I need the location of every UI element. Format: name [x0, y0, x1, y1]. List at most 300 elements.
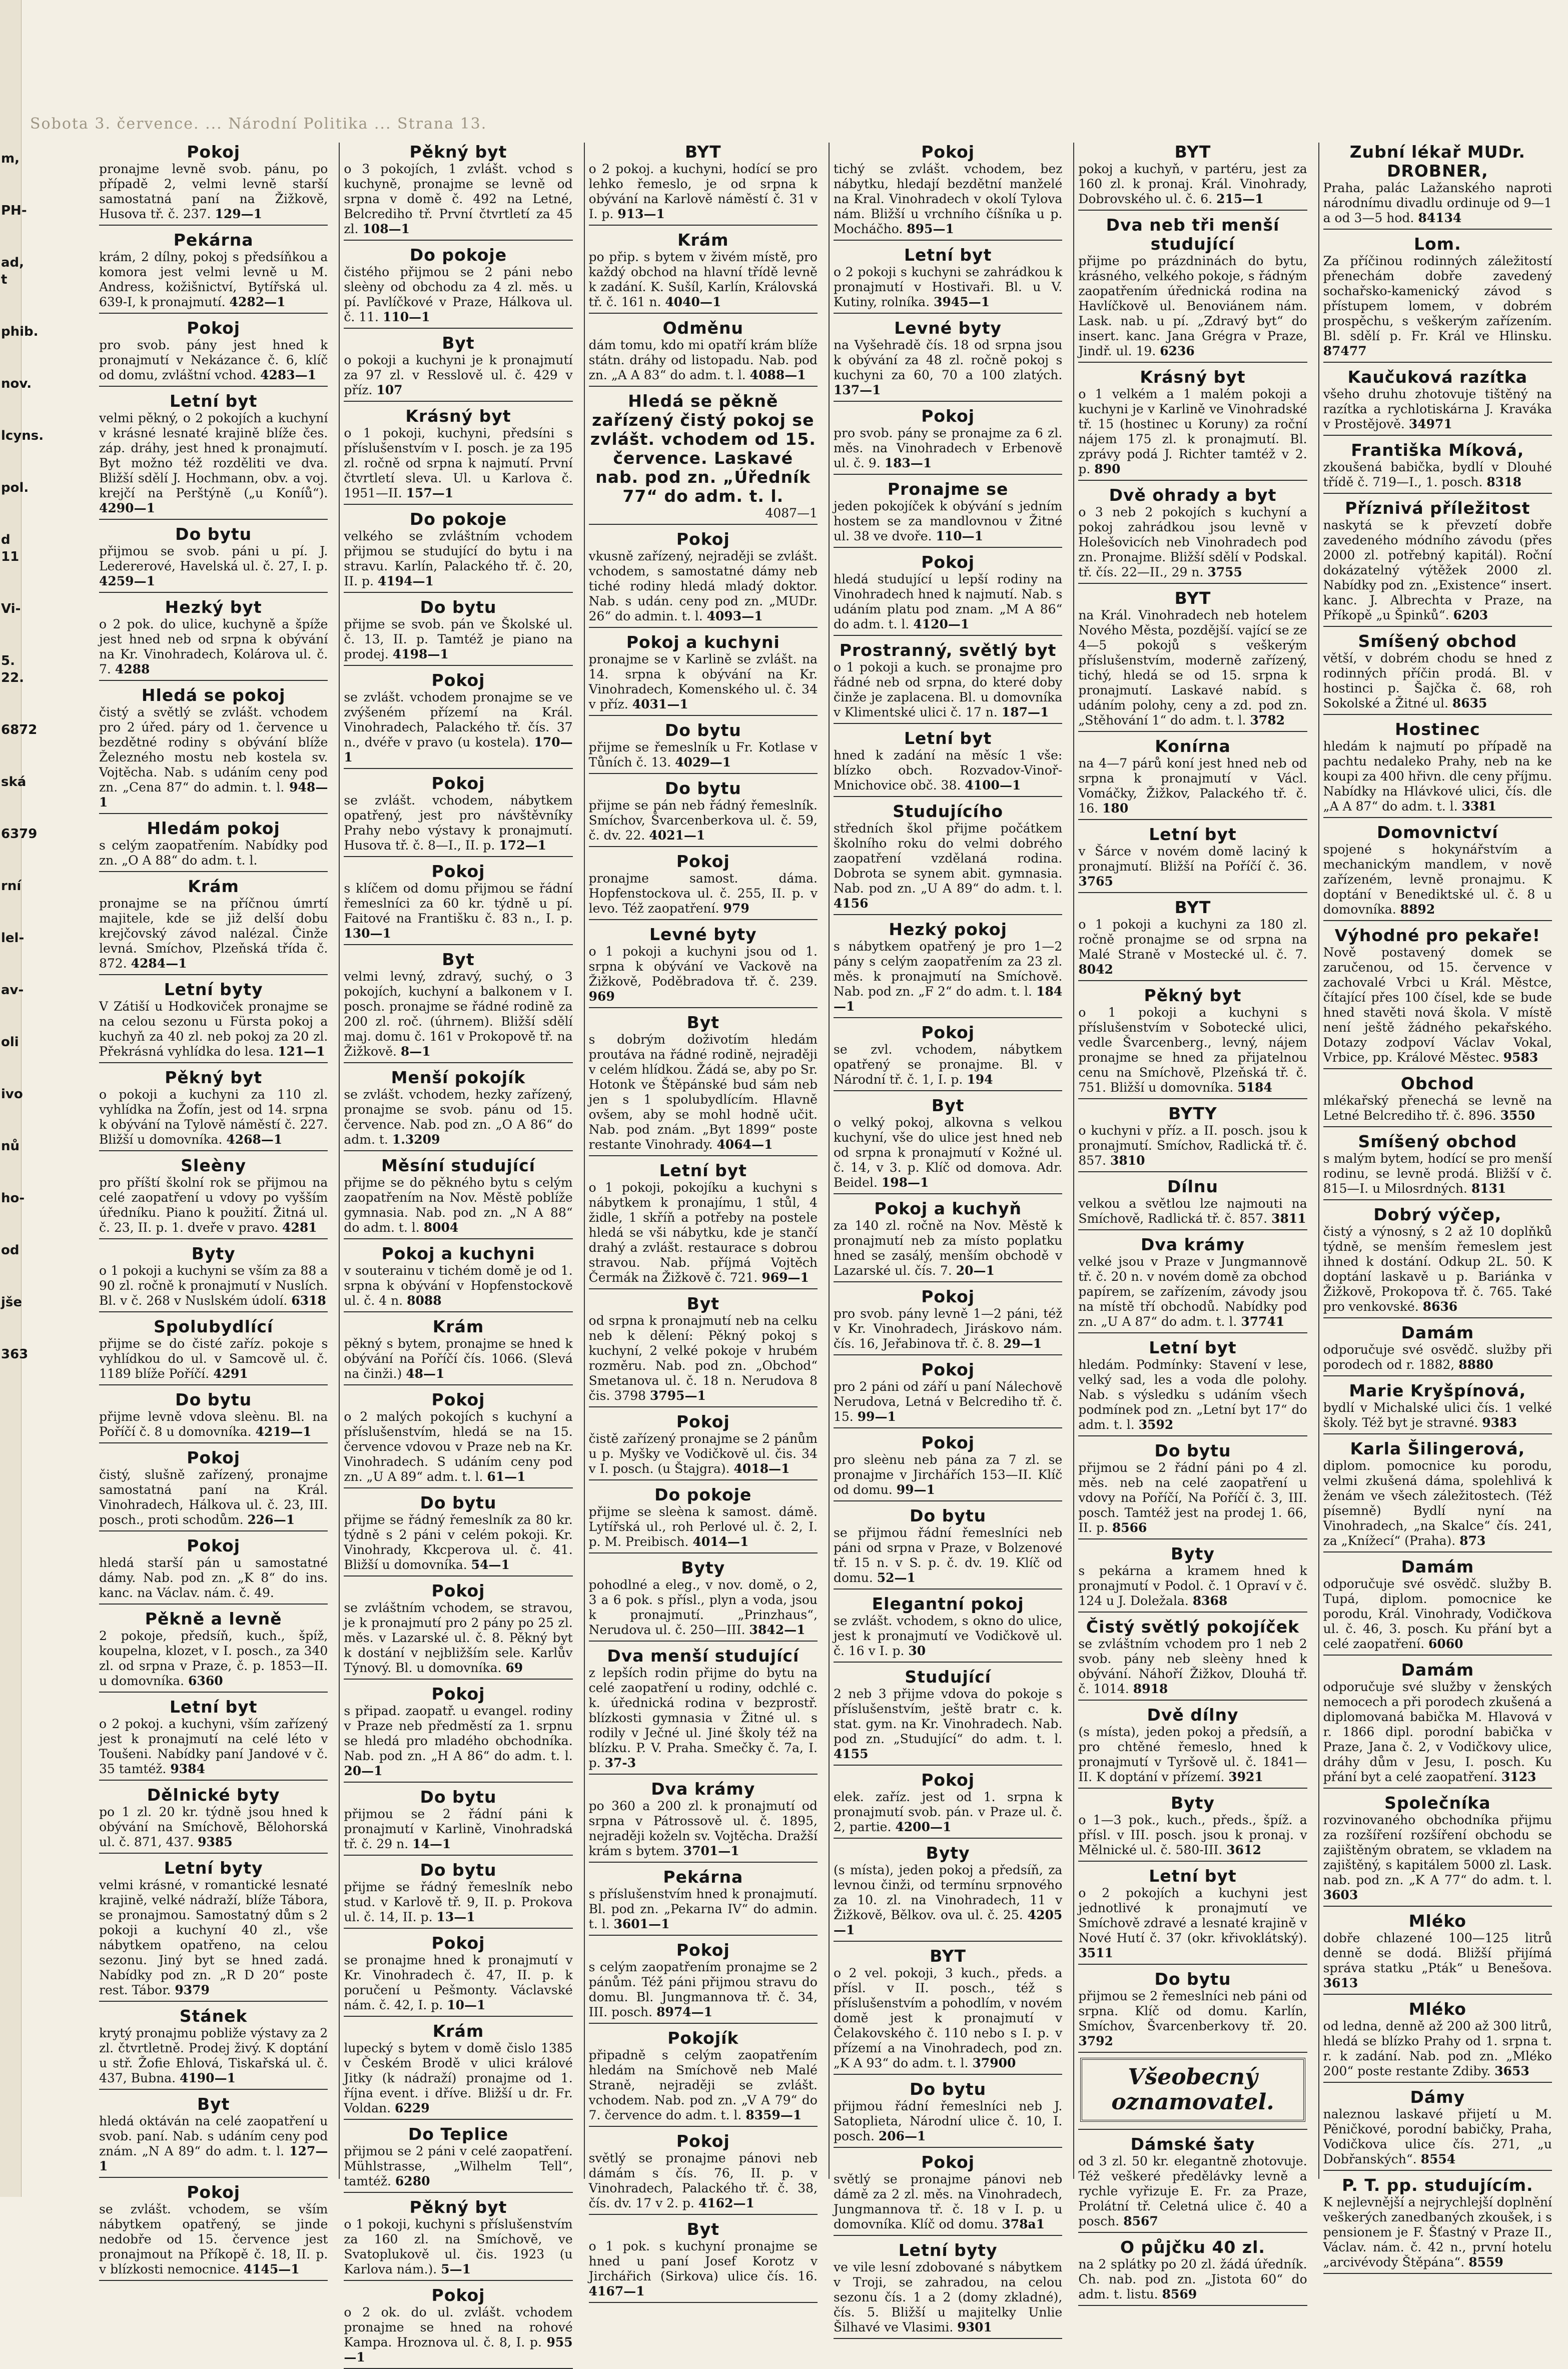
ad-reference-number: 6318: [291, 1293, 326, 1308]
ad-reference-number: 129—1: [215, 207, 263, 221]
ad-title: Letní byt: [169, 1697, 258, 1717]
classified-ad: [1323, 1557, 1552, 1656]
ad-body: [834, 1218, 1062, 1278]
ad-text: pohodlné a eleg., v nov. domě, o 2, 3 a 6 pok. s přísl., plyn a voda, jsou k pronajmutí. „Prinzhaus“, Nerudova ul. č. 250—III.: [588, 1577, 818, 1637]
ad-text: čistý a výnosný, s 2 až 10 doplňků týdně, se menším řemeslem jest ihned k dostání. Odkup 2L. 50. K doptání laskavě u p. Bariánka v Žižkově, Prokopova tř. č. 765. Také pro venkovské.: [1323, 1224, 1552, 1314]
ad-reference-number: 99—1: [857, 1409, 896, 1424]
ad-body: [1078, 505, 1307, 580]
ad-reference-number: 8088: [407, 1293, 442, 1308]
ad-text: dám tomu, kdo mi opatří krám blíže státn. dráhy od listopadu. Nab. pod zn. „A A 83“ do adm. t. l.: [588, 338, 818, 382]
ad-text: (s místa), jeden pokoj a předsíň, za levnou činži, od termínu srpnového za 10. zl. na Vinohradech, 11 v Žižkově, Bělkov. ova ul. č. 25.: [833, 1863, 1063, 1922]
ad-reference-number: 107: [376, 383, 403, 397]
ad-reference-number: 6280: [395, 2174, 430, 2188]
ad-reference-number: 198—1: [881, 1175, 929, 1190]
edge-fragment: d 11: [1, 532, 20, 564]
ad-text: o 2 malých pokojích s kuchyní a příslušenstvím, hledá se na 15. července vdovou v Praze neb na Kr. Vinohradech. S udáním ceny pod zn. „U A 89“ adm. t. l.: [344, 1409, 573, 1484]
ad-body: [99, 1629, 328, 1689]
ad-body: [1323, 739, 1552, 814]
ad-body: [1323, 1342, 1552, 1372]
ad-body: [99, 2202, 328, 2277]
ad-title: Hezký pokoj: [889, 920, 1007, 939]
ad-text: pronajme samost. dáma. Hopfenstockova ul. č. 255, II. p. v levo. Též zaopatření.: [588, 871, 818, 916]
classified-ad: [1078, 1441, 1307, 1539]
ad-text: s dobrým doživotím hledám proutáva na řádné rodině, nejraději v celém hlídkou. Žádá se, aby po Sr. Hotonk ve Štěpánské bud sám neb jen s 1 spolubydlícím. Hlavně ovšem, aby se mohl hodně učit. Nab. pod znám. „Byt 1899“ poste restante Vinohrady.: [588, 1032, 818, 1152]
ad-text: o 1 pokoji a kuchyni se vším za 88 a 90 zl. ročně k pronajmutí v Nuslích. Bl. v č. 268 v Nuslském údolí.: [99, 1263, 328, 1308]
classified-ad: [834, 480, 1062, 548]
ad-text: na Král. Vinohradech neb hotelem Nového Města, pozdější. vající se ze 4—5 pokojů s veškerým příslušenstvím, moderně zařízený, tichý, hledá se od 15. srpna k pronajmutí. Laskavé nabíd. s udáním polohy, ceny a zd. pod zn. „Stěhování 1“ do adm. t. l.: [1078, 608, 1307, 727]
ad-title: BYT: [1174, 898, 1211, 917]
classified-ad: [1078, 1104, 1307, 1172]
ad-title: Hostinec: [1395, 719, 1480, 739]
classified-ad: [834, 2080, 1062, 2148]
ad-body: [834, 265, 1062, 310]
classified-ad: [1323, 1074, 1552, 1127]
ad-text: diplom. pomocnice ku porodu, velmi zkušená dáma, spolehlivá k ženám ve všech záležitostech. (Též písemně) Bydlí nyní na Vinohradech, „na Skalce“ čís. 241, za „Knížecí“ (Praha).: [1323, 1458, 1552, 1548]
ad-title: Pokoj: [921, 1287, 975, 1306]
classified-ad: [1323, 1205, 1552, 1318]
ad-reference-number: 969—1: [761, 1270, 809, 1285]
edge-fragment: 6872: [1, 722, 38, 737]
ad-text: o 1 pokoji a kuchyni s příslušenstvím v Sobotecké ulici, vedle Švarcenberg., levný, nájem pronajme se hned za přijatelnou cenu na Smíchově, Plzeňská tř. č. 751. Bližší u domovníka.: [1078, 1005, 1307, 1095]
ad-reference-number: 969: [588, 989, 615, 1004]
ad-title: Společníka: [1384, 1793, 1491, 1813]
ad-title: Příznivá příležitost: [1345, 498, 1530, 518]
ad-body: [1078, 1989, 1307, 2049]
ad-text: světlý se pronajme pánovi neb dámě za 2 zl. měs. na Vinohradech, Jungmannova tř. č. 18 v I. p. u domovníka. Klíč od domu.: [833, 2172, 1063, 2231]
ad-text: s nábytkem opatřený je pro 1—2 pány s celým zaopatřením za 23 zl. měs. k pronajmutí na Smíchově. Nab. pod zn. „F 2“ do adm. t. l.: [833, 939, 1063, 999]
ad-text: o 1 pokoji a kuchyni jsou od 1. srpna k obývání ve Vackově na Žižkově, Poděbradova tř. č. 239.: [588, 944, 818, 989]
ad-title: Dva menší studující: [607, 1646, 800, 1666]
classified-ad: [834, 729, 1062, 797]
ad-title: Do bytu: [1154, 1441, 1231, 1460]
classified-ad: [1323, 1439, 1552, 1552]
ad-text: se zvl. vchodem, nábytkem opatřený se pronajme. Bl. v Národní tř. č. 1, I. p.: [833, 1042, 1063, 1087]
ad-body: [834, 1614, 1062, 1659]
classified-ad: [344, 510, 572, 593]
ad-title: Pokoj: [431, 1684, 485, 1704]
ad-reference-number: 8004: [423, 1220, 459, 1235]
edge-fragment: PH-: [1, 203, 27, 218]
classified-ad: [589, 2220, 818, 2303]
classified-ad: [589, 2029, 818, 2127]
ad-title: BYT: [930, 1946, 967, 1966]
ad-text: se zvlášt. vchodem, s okno do ulice, jest k pronajmutí ve Vodičkově ul. č. 16 v I. p.: [833, 1614, 1063, 1658]
ad-body: [1078, 2154, 1307, 2229]
ad-text: s pekárna a kramem hned k pronajmutí v Podol. č. 1 Opraví v č. 124 u J. Doležala.: [1078, 1563, 1307, 1608]
ad-reference-number: 4282—1: [229, 295, 286, 309]
ad-title: Letní byt: [1149, 825, 1237, 844]
classified-ad: [1078, 1794, 1307, 1862]
ad-title: Letní byt: [169, 391, 258, 411]
ad-text: o 2 pokoj. a kuchyni, vším zařízený jest k pronajmutí na celé léto v Toušeni. Nabídky paní Jandové v č. 35 tamtéž.: [99, 1717, 328, 1776]
ad-title: Letní byty: [898, 2240, 998, 2260]
ad-reference-number: 127—1: [99, 2144, 328, 2173]
ad-body: [1078, 1637, 1307, 1697]
ad-text: odporučuje své služby v ženských nemocech a při porodech zkušená a diplomovaná babička M. Hlavová v r. 1866 dipl. porodní babička v Praze, Jana č. 2, v Vodičkovy ulice, dráhy dům v Jesu, I. posch. Ku přání byt a celé zaopatření.: [1323, 1680, 1552, 1784]
ad-body: [1323, 1224, 1552, 1314]
classified-ad: [589, 1558, 818, 1642]
ad-reference-number: 4014—1: [692, 1534, 749, 1549]
ad-title: Pěkný byt: [409, 142, 507, 162]
classified-ad: [99, 319, 328, 387]
classified-ad: [834, 1771, 1062, 1839]
ad-text: o 2 pokoji s kuchyni se zahrádkou k pronajmutí v Hostivaři. Bl. u V. Kutiny, rolníka.: [833, 265, 1063, 309]
ad-title: Výhodné pro pekaře!: [1334, 926, 1540, 945]
ad-title: Pokoj: [921, 552, 975, 572]
ad-reference-number: 8635: [1452, 696, 1487, 710]
classified-ad: [344, 1861, 572, 1929]
ad-body: [589, 1180, 818, 1285]
ad-text: rozvinovaného obchodníka přijmu za rozšíření rozšíření obchodu se zajištěným obratem, se vkladem na zajištěný, s kapitálem 5000 zl. Lask. nab. pod zn. „K A 77“ do adm. t. l.: [1323, 1813, 1552, 1887]
ad-reference-number: 6060: [1428, 1637, 1463, 1651]
ad-reference-number: 8554: [1420, 2152, 1456, 2166]
ad-title: Sleèny: [181, 1156, 247, 1175]
column-5: [1073, 142, 1311, 2301]
classified-ad: [834, 802, 1062, 915]
ad-title: Dva krámy: [1140, 1235, 1245, 1254]
ad-body: [589, 338, 818, 383]
classified-ad: [589, 1780, 818, 1863]
ad-body: [834, 748, 1062, 793]
classified-ad: [1078, 486, 1307, 584]
ad-text: přijmou se 2 řádní páni po 4 zl. měs. neb na celé zaopatření u vdovy na Poříčí, Na Poříčí č. 3, III. posch. Tamtéž jest na prodej 1. 66, II. p.: [1078, 1460, 1307, 1535]
ad-title: Pokoj: [676, 1412, 730, 1431]
ad-reference-number: 3613: [1323, 1976, 1358, 1990]
ad-text: mlékařský přenechá se levně na Letné Belcrediho tř. č. 896.: [1323, 1093, 1552, 1123]
ad-title: Pekárna: [173, 230, 254, 250]
ad-title: Pokoj: [921, 1433, 975, 1452]
ad-body: [344, 529, 572, 589]
ad-reference-number: 4198—1: [392, 647, 449, 661]
ad-title: Pokoj: [921, 1360, 975, 1379]
ad-text: o 2 vel. pokoji, 3 kuch., předs. a přísl. v II. posch., též s příslušenstvím a pohodlím, v novém domě jest k pronajmutí v Čelakovského č. 110 nebo s I. p. v přízemí a na Vinohradech, pod zn. „K A 93“ do adm. t. l.: [833, 1966, 1063, 2070]
ad-body: [344, 1953, 572, 2013]
ad-body: [1078, 387, 1307, 477]
ad-text: pronajme se na příčnou úmrtí majitele, kde se již delší dobu krejčovský závod nalézal. Činže levná. Smíchov, Plzeňská třída č. 872.: [99, 896, 328, 971]
ad-title: Pokoj: [431, 670, 485, 690]
ad-title: Damám: [1401, 1557, 1474, 1576]
ad-title: Pokoj: [921, 1770, 975, 1790]
classified-ad: [344, 1068, 572, 1151]
classified-ad: [589, 925, 818, 1008]
ad-text: naleznou laskavé přijetí u M. Pěničkové, porodní babičky, Praha, Vodičkova ulice čís. 271, „u Dobřanských“.: [1323, 2107, 1552, 2166]
classified-ad: [1078, 1544, 1307, 1613]
classified-ad: [834, 1947, 1062, 2075]
classified-ad: [834, 1844, 1062, 1942]
classified-ad: [1078, 1618, 1307, 1701]
ad-reference-number: 8359—1: [745, 2108, 802, 2122]
ad-reference-number: 4093—1: [706, 609, 763, 623]
ad-text: krytý pronajmu pobliže výstavy za 2 zl. čtvrtletně. Prodej živý. K doptání u stř. Žofie Ehlová, Tiskařská ul. č. 437, Bubna.: [99, 2026, 328, 2085]
classified-ad: [99, 143, 328, 226]
classified-ad: [344, 2022, 572, 2120]
ad-text: velkého se zvláštním vchodem přijmou se studující do bytu i na stravu. Karlín, Palackého tř. č. 20, II. p.: [344, 529, 573, 588]
edge-fragment: ivo: [1, 1087, 23, 1102]
ad-reference-number: 34971: [1408, 417, 1452, 431]
classified-ad: [589, 231, 818, 314]
ad-text: se pronajme hned k pronajmutí v Kr. Vinohradech č. 47, II. p. k poručení u Pešmonty. Václavské nám. č. 42, I. p.: [344, 1953, 573, 2012]
ad-body: [344, 1087, 572, 1147]
ad-body: [589, 1799, 818, 1859]
ad-text: po 360 a 200 zl. k pronajmutí od srpna v Pátrossově ul. č. 1895, nejraději koželn sv. Vojtěcha. Dražší krám s bytem.: [588, 1799, 818, 1858]
ad-body: [589, 740, 818, 770]
ad-text: K nejlevnější a nejrychlejší doplnění veškerých zanedbaných zkoušek, i s pensionem je F. Šťastný v Praze II., Václav. nám. č. 42 n., první hotelu „arcivévody Štěpána“.: [1323, 2195, 1552, 2269]
edge-fragment: od: [1, 1243, 20, 1258]
ad-title: Pokoj: [187, 2182, 241, 2202]
ad-text: lupecký s bytem v domě čislo 1385 v Českém Brodě v ulici králové Jitky (k nádraží) pronajme od 1. října event. i dříve. Bližší u dr. Fr. Voldan.: [344, 2041, 573, 2115]
classified-ad: [344, 1317, 572, 1385]
ad-reference-number: 187—1: [1001, 705, 1049, 719]
classified-ad: [1323, 235, 1552, 363]
ad-title: Byt: [931, 1096, 965, 1115]
classified-ad: [99, 877, 328, 975]
ad-body: [1078, 1005, 1307, 1095]
ad-title: Dva krámy: [651, 1779, 755, 1799]
ad-text: větší, v dobrém chodu se hned z rodinných příčin prodá. Bl. v hostinci p. Šajčka č. 68, roh Sokolské a Žitné ul.: [1323, 651, 1552, 710]
ad-reference-number: 8318: [1486, 475, 1521, 489]
edge-fragment: 363: [1, 1347, 29, 1362]
ad-reference-number: 52—1: [877, 1570, 916, 1585]
classified-ad: [834, 1287, 1062, 1355]
ad-title: Pokoj: [431, 1390, 485, 1409]
ad-body: [1323, 460, 1552, 490]
ad-reference-number: 3550: [1500, 1108, 1535, 1123]
ad-text: pronajme se v Karlině se zvlášt. na 14. srpna k obývání na Kr. Vinohradech, Komenského ul. č. 34 v příz.: [588, 652, 818, 711]
edge-fragment: rní: [1, 879, 22, 894]
ad-body: [589, 944, 818, 1004]
ad-reference-number: 4064—1: [716, 1137, 773, 1152]
ad-title: Levné byty: [649, 925, 757, 944]
ad-text: v Šárce v novém domě laciný k pronajmutí. Bližší na Poříčí č. 36.: [1078, 844, 1307, 874]
classified-ad: [1078, 1867, 1307, 1965]
ad-body: [834, 499, 1062, 544]
ad-title: Byty: [681, 1558, 725, 1577]
edge-fragment: 6379: [1, 827, 38, 842]
ad-body: [99, 999, 328, 1059]
ad-body: [834, 821, 1062, 911]
classified-ad: [1323, 2000, 1552, 2083]
classified-ad: [1323, 632, 1552, 715]
ad-reference-number: 9383: [1482, 1415, 1517, 1430]
ad-reference-number: 4087—1: [765, 506, 818, 520]
ad-reference-number: 913—1: [617, 207, 665, 221]
ad-title: Byt: [442, 950, 475, 969]
classified-ad: [1323, 499, 1552, 627]
ad-title: Studujícího: [893, 802, 1004, 821]
ad-reference-number: 8880: [1458, 1357, 1493, 1372]
classified-ad: [834, 143, 1062, 241]
ad-text: pěkný s bytem, pronajme se hned k obývání na Poříčí čís. 1066. (Slevá na činži.): [344, 1336, 573, 1381]
ad-body: [1323, 1576, 1552, 1652]
classified-ad: [99, 1536, 328, 1605]
ad-reference-number: 170—1: [344, 735, 573, 764]
classified-ad: [589, 2132, 818, 2215]
ad-text: o 1 pokoji a kuch. se pronajme pro řádné neb od srpna, do které doby činže je zaplacena. Bl. u domovníka v Klimentské ulici č. 17 n.: [833, 660, 1063, 719]
ad-body: [99, 838, 328, 868]
ad-text: 2 neb 3 přijme vdova do pokoje s příslušenstvím, ještě bratr c. k. stat. gym. na Kr. Vinohradech. Nab. pod zn. „Studující“ do adm. t. l.: [833, 1687, 1063, 1746]
ad-title: Damám: [1401, 1660, 1474, 1680]
ad-text: na 4—7 párů koní jest hned neb od srpna k pronajmutí v Václ. Vomáčky, Žižkov, Palackého tř. č. 16.: [1078, 756, 1307, 816]
ad-text: pro sleènu neb pána za 7 zl. se pronajme v Jirchářích 153—II. Klíč od domu.: [833, 1452, 1063, 1497]
ad-body: [99, 1467, 328, 1527]
ad-text: (s místa), jeden pokoj a předsíň, a pro chtěné řemeslo, hned k pronajmutí v Tyršově ul. č. 1841—II. K doptání v přízemí.: [1078, 1725, 1307, 1784]
ad-reference-number: 4100—1: [965, 778, 1021, 793]
ad-title: Domovnictví: [1377, 823, 1498, 842]
ad-title: Letní byt: [1149, 1338, 1237, 1357]
ad-body: [1323, 1400, 1552, 1430]
ad-reference-number: 4167—1: [588, 2284, 645, 2298]
ad-title: Pokoj: [431, 1581, 485, 1601]
ad-title: Kaučuková razítka: [1347, 367, 1528, 387]
ad-body: [99, 1555, 328, 1601]
ad-body: [344, 1807, 572, 1852]
ad-title: Dělnické byty: [147, 1785, 280, 1805]
ad-reference-number: 3811: [1271, 1211, 1306, 1226]
classified-ad: [99, 1068, 328, 1151]
ad-reference-number: 3782: [1250, 713, 1285, 727]
ad-body: [1078, 1563, 1307, 1609]
classified-ad: [344, 1244, 572, 1312]
ad-body: [1323, 1680, 1552, 1785]
classified-ad: [344, 1493, 572, 1576]
ad-title: Pokoj: [676, 1940, 730, 1960]
ad-reference-number: 955—1: [344, 2335, 573, 2364]
ad-text: hledám. Podmínky: Stavení v lese, velký sad, les a voda dle polohy. Nab. s výsledku s udáním všech podmínek pod zn. „Letní byt 17“ do adm. t. l.: [1078, 1357, 1307, 1432]
classified-ad: [589, 530, 818, 628]
ad-reference-number: 4283—1: [260, 368, 317, 382]
ad-text: od ledna, denně až 200 až 300 litrů, hledá se blízko Prahy od 1. srpna t. r. k zadání. Nab. pod zn. „Mléko 200“ poste restante Zdiby.: [1323, 2019, 1552, 2078]
ad-reference-number: 8368: [1192, 1594, 1228, 1608]
ad-body: [344, 690, 572, 765]
ad-body: [589, 1960, 818, 2020]
ad-title: Byt: [197, 2094, 230, 2114]
ad-body: [1323, 2107, 1552, 2167]
classified-ad: [99, 598, 328, 681]
ad-body: [99, 338, 328, 383]
ad-reference-number: 4018—1: [733, 1461, 790, 1476]
ad-text: připadně s celým zaopatřením hledám na Smíchově neb Malé Straně, nejraději se zvlášt. vchodem. Nab. pod zn. „V A 79“ do 7. července do adm. t. l.: [588, 2048, 818, 2122]
ad-body: [99, 1805, 328, 1850]
ad-body: [1078, 608, 1307, 728]
ad-body: [834, 1790, 1062, 1835]
ad-text: pronajme levně svob. pánu, po případě 2, velmi levně starší samostatná paní na Žižkově, Husova tř. č. 237.: [99, 162, 328, 221]
ad-text: V Zátiší u Hodkoviček pronajme se na celou sezonu u Fürsta pokoj a kuchyň za 40 zl. neb pokoj za 20 zl. Překrásná vyhlídka do lesa.: [99, 999, 328, 1059]
ad-body: [344, 1704, 572, 1779]
ad-title: Zubní lékař MUDr. DROBNER,: [1349, 142, 1525, 181]
ad-title: Dobrý výčep,: [1373, 1205, 1502, 1224]
classified-ad: [1078, 898, 1307, 981]
classified-ad: [1078, 143, 1307, 211]
ad-body: [834, 338, 1062, 398]
ad-text: přijmou řádní řemeslníci neb J. Satoplieta, Národní ulice č. 10, I. posch.: [833, 2099, 1063, 2143]
classified-ad: [1078, 2135, 1307, 2233]
ad-reference-number: 184—1: [833, 984, 1063, 1014]
ad-body: [589, 1887, 818, 1932]
ad-title: Dílnu: [1167, 1177, 1218, 1196]
ad-reference-number: 5184: [1237, 1080, 1272, 1095]
ad-reference-number: 108—1: [362, 222, 410, 236]
page-header: Sobota 3. července. ... Národní Politika ... Strana 13.: [30, 115, 487, 133]
ad-text: elek. zaříz. jest od 1. srpna k pronajmutí svob. pán. v Praze ul. č. 2, partie.: [833, 1790, 1063, 1834]
ad-reference-number: 378a1: [1002, 2217, 1045, 2231]
ad-body: [99, 1878, 328, 1998]
ad-body: [1078, 1254, 1307, 1329]
ad-title: Pěkně a levně: [145, 1609, 282, 1629]
ad-title: Pokoj: [431, 1933, 485, 1953]
ad-title: BYT: [684, 142, 721, 162]
classified-ad: [1078, 1177, 1307, 1230]
classified-ad: [589, 852, 818, 920]
ad-body: [99, 2026, 328, 2086]
ad-title: Do bytu: [420, 597, 497, 617]
classified-ad: [589, 143, 818, 226]
classified-ad: [1323, 2088, 1552, 2171]
ad-text: o 3 pokojích, 1 zvlášt. vchod s kuchyně, pronajme se levně od srpna v domě č. 492 na Letné, Belcrediho tř. První čtvrtletí za 45 zl.: [344, 162, 573, 236]
ad-reference-number: 3755: [1207, 565, 1242, 579]
ad-reference-number: 873: [1459, 1533, 1486, 1548]
ad-title: Františka Míková,: [1351, 440, 1524, 460]
ad-title: Krám: [188, 877, 239, 896]
classified-ad: [344, 1390, 572, 1488]
ad-body: [589, 1032, 818, 1152]
classified-ad: [834, 920, 1062, 1018]
ad-reference-number: 180: [1102, 801, 1129, 816]
ad-reference-number: 4088—1: [749, 368, 806, 382]
ad-body: [589, 1666, 818, 1771]
classified-ad: [834, 2241, 1062, 2339]
ad-body: [1323, 651, 1552, 711]
ad-reference-number: 8636: [1422, 1299, 1458, 1314]
ad-title: Do bytu: [175, 1390, 252, 1409]
ad-reference-number: 4190—1: [180, 2071, 236, 2085]
classified-ad: [99, 1698, 328, 1781]
classified-ad: [99, 1448, 328, 1531]
ad-text: z lepších rodin přijme do bytu na celé zaopatření u rodiny, odchlé c. k. úřednická rodina v bezprostř. blízkosti gymnasia v Žitné ul. s rodily v Ječné ul. Jiné školy též na blízku. P. V. Praha. Smečky č. 7a, I. p.: [588, 1666, 818, 1770]
ad-reference-number: 3123: [1501, 1770, 1536, 1784]
ad-title: Pěkný byt: [409, 2197, 507, 2217]
ad-reference-number: 9301: [957, 2320, 992, 2334]
ad-title: Mléko: [1408, 1911, 1466, 1931]
classified-ad: [589, 1412, 818, 1480]
classified-ad: [99, 2095, 328, 2178]
ad-title: Stánek: [179, 2006, 248, 2026]
classified-ad: [344, 862, 572, 945]
ad-title: Damám: [1401, 1323, 1474, 1342]
classified-ad: [1078, 1970, 1307, 2053]
ad-text: hledá studující u lepší rodiny na Vinohradech hned k najmutí. Nab. s udáním platu pod znam. „M A 86“ do adm. t. l.: [833, 572, 1063, 631]
ad-title: Do bytu: [1154, 1969, 1231, 1989]
ad-title: Hezký byt: [165, 597, 262, 617]
ad-reference-number: 4205—1: [833, 1908, 1063, 1937]
ad-body: [834, 2260, 1062, 2335]
ad-title: Hledá se pěkně zařízený čistý pokoj se zvlášt. vchodem od 15. července. Laskavé nab. pod zn. „Úředník 77“ do adm. t. l.: [590, 391, 816, 506]
ad-body: [344, 1336, 572, 1381]
ad-reference-number: 6360: [188, 1674, 223, 1688]
ad-title: Pokoj: [676, 529, 730, 549]
ad-text: přijme se řádný řemeslník nebo stud. v Karlově tř. 9, II. p. Prokova ul. č. 14, II. p.: [344, 1880, 573, 1924]
classified-ad: [1078, 1706, 1307, 1789]
ad-text: přijme se do pěkného bytu s celým zaopatřením na Nov. Městě poblíže gymnasia. Nab. pod zn. „N A 88“ do adm. t. l.: [344, 1175, 573, 1235]
classified-ad: [99, 1156, 328, 1239]
ad-title: Do bytu: [420, 1860, 497, 1880]
ad-title: Krásný byt: [405, 406, 511, 426]
ad-reference-number: 948—1: [99, 780, 328, 810]
classified-ad: [344, 143, 572, 241]
classified-ad: [834, 1360, 1062, 1428]
classified-ad: [1323, 1661, 1552, 1789]
ad-reference-number: 3603: [1323, 1888, 1358, 1902]
ad-title: BYTY: [1168, 1104, 1217, 1123]
